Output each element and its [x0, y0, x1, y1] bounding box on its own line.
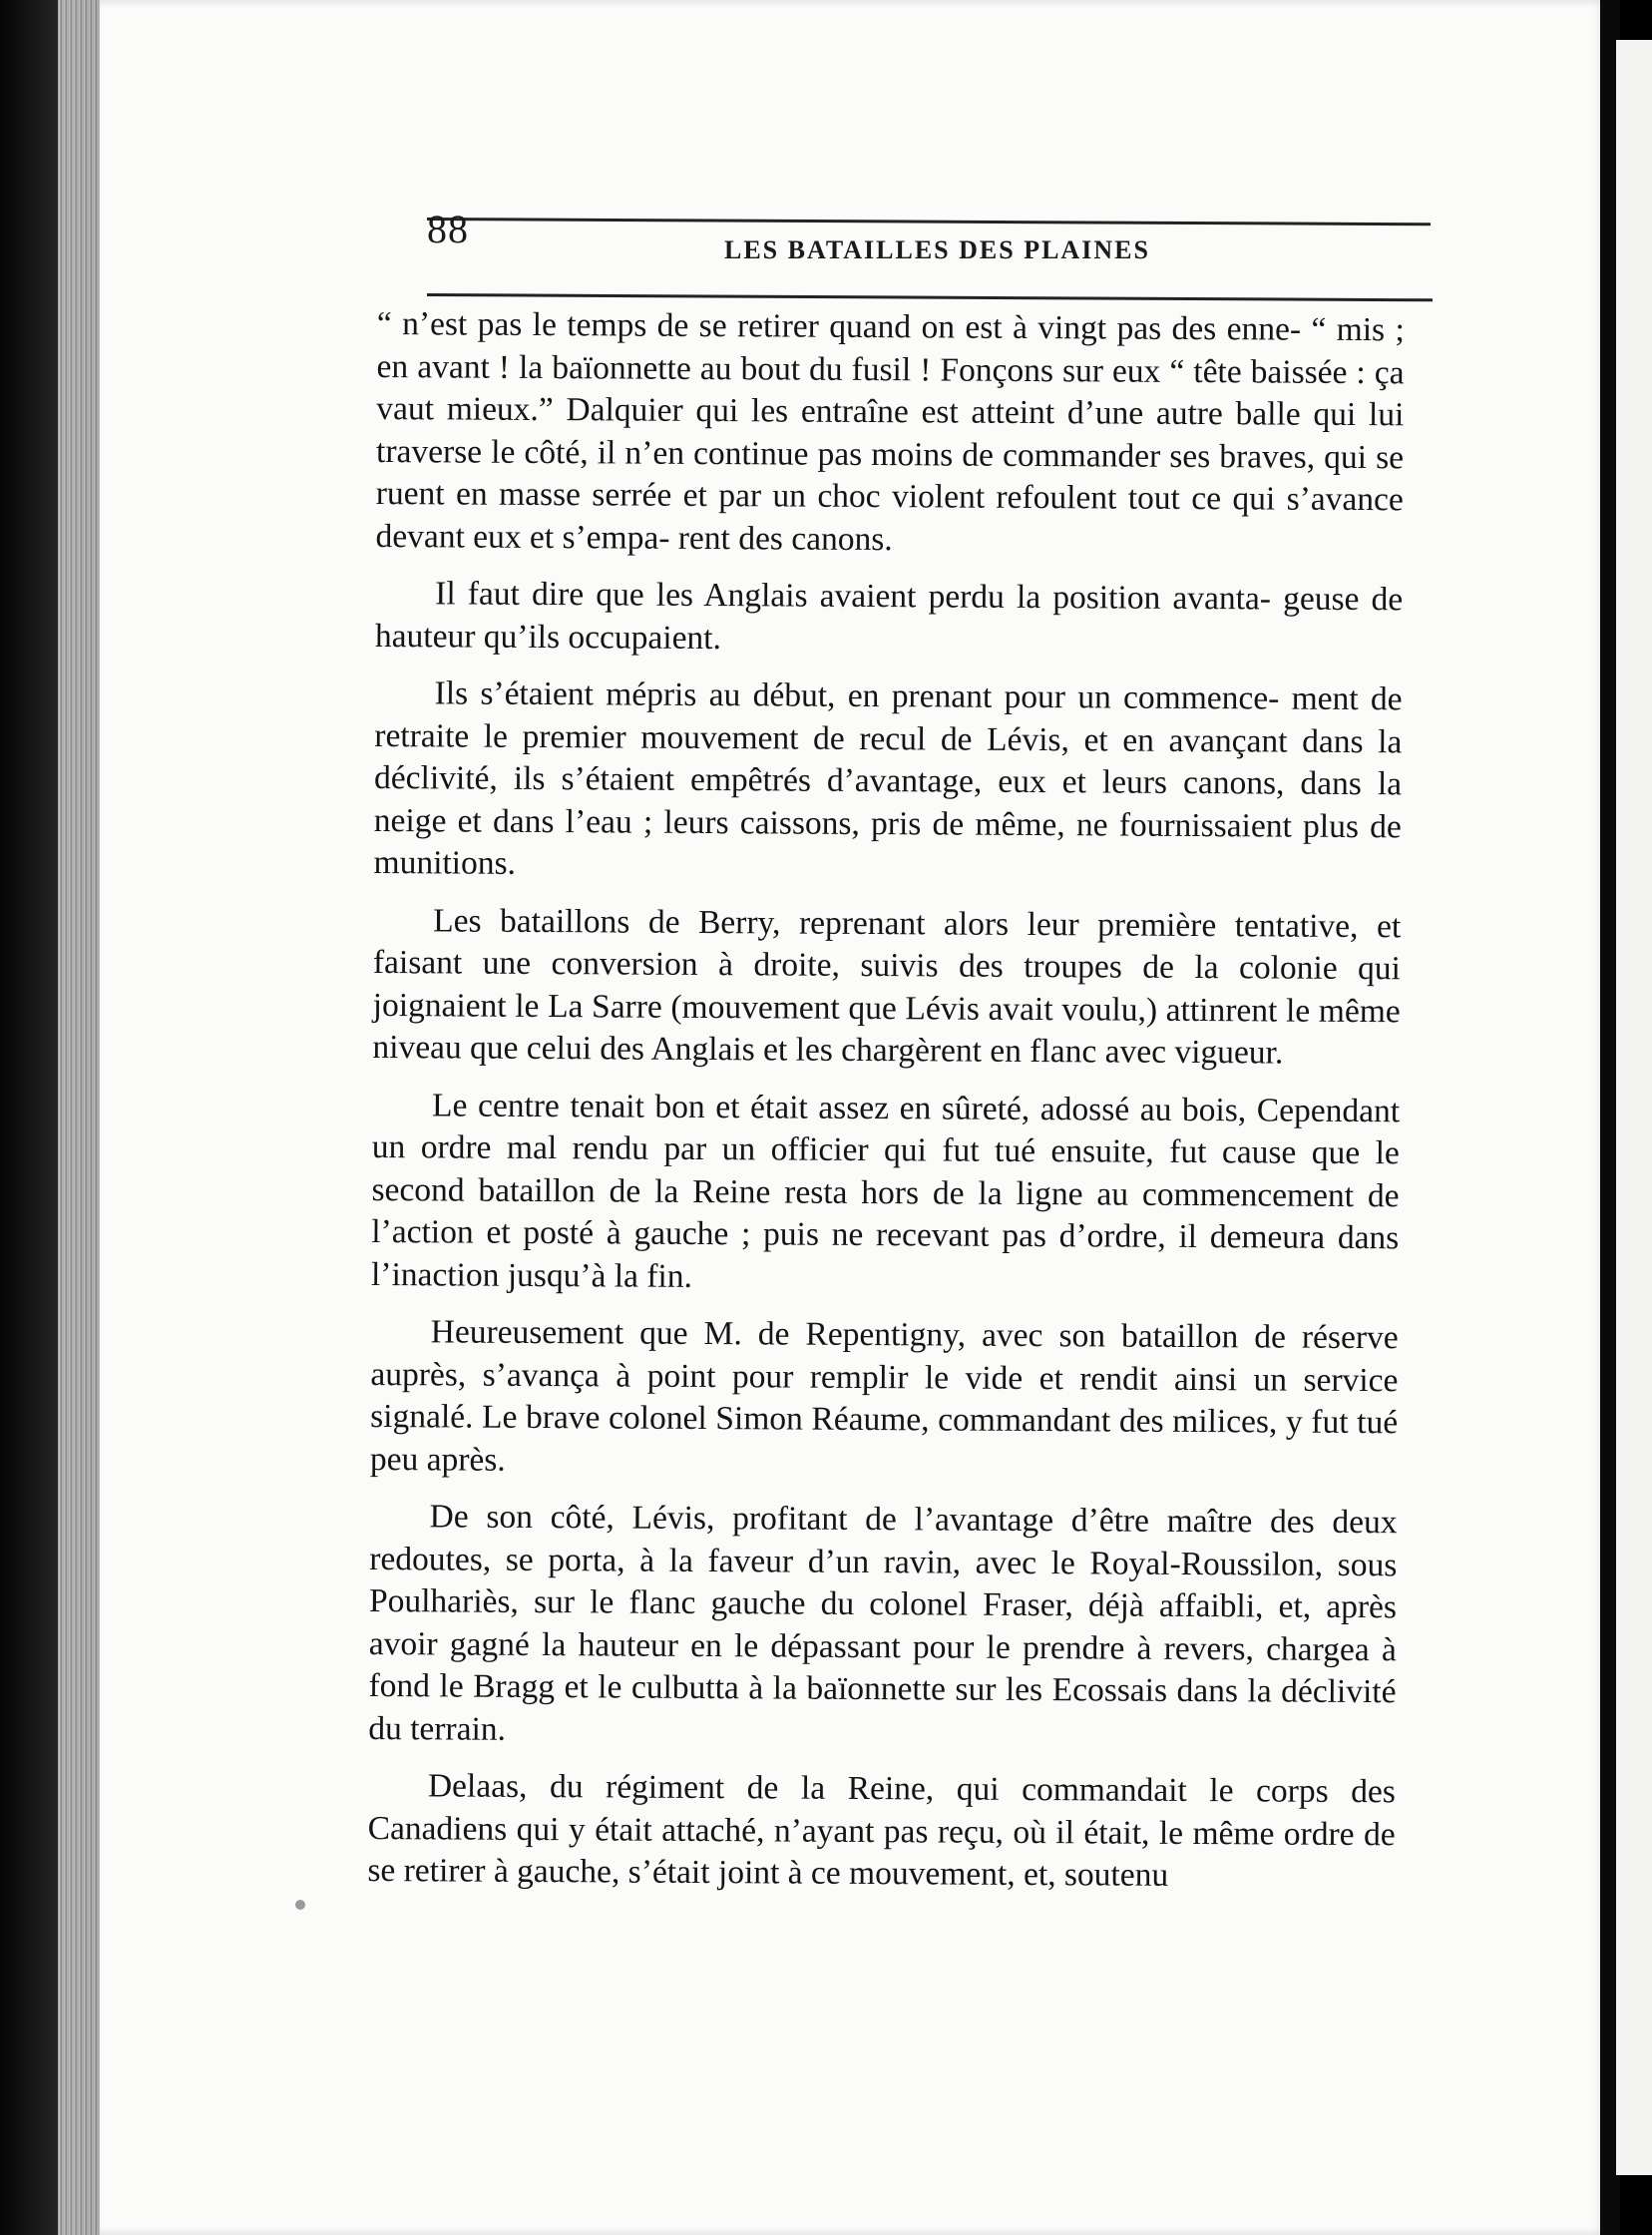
paragraph: De son côté, Lévis, profitant de l’avantage d’être maître des deux redoutes, se porta, à la faveur d’un ravin, avec le Royal-Roussilon, sous Poulhariès, sur le flanc gauche du colonel Fraser, déjà affaibli, et, après avoir gagné la hauteur en le dépassant pour le prendre à revers, chargea à fond le Bragg et le culbutta à la baïonnette sur les Ecossais dans la déclivité du terrain. — [368, 1498, 1398, 1748]
running-title: LES BATAILLES DES PLAINES — [724, 235, 1150, 264]
paragraph: Le centre tenait bon et était assez en sûreté, adossé au bois, Cependant un ordre mal rendu par un officier qui fut tué ensuite, fut cause que le second bataillon de la Reine resta hors de la ligne au commencement de l’action et posté à gauche ; puis ne recevant pas d’ordre, il demeura dans l’inaction jusqu’à la fin. — [370, 1086, 1401, 1295]
paragraph: Delaas, du régiment de la Reine, qui commandait le corps des Canadiens qui y était attaché, n’ayant pas reçu, où il était, le même ordre de se retirer à gauche, s’était joint à ce mouvement, et, soutenu — [367, 1767, 1397, 1894]
header-rule-top — [427, 218, 1431, 225]
body-text — [367, 303, 1405, 1914]
paragraph: Il faut dire que les Anglais avaient perdu la position avanta- geuse de hauteur qu’ils occupaient. — [374, 575, 1404, 657]
scan-speck — [295, 1900, 305, 1910]
page-header — [427, 186, 1433, 295]
facing-page-edge — [1616, 40, 1652, 2175]
page-number: 88 — [427, 207, 469, 251]
paragraph: “ n’est pas le temps de se retirer quand on est à vingt pas des enne- “ mis ; en avant ! la baïonnette au bout du fusil ! Fonçons sur eux “ tête baissée : ça vaut mieux.” Dalquier qui les entraîne est atteint d’une autre balle qui lui traverse le côté, il n’en continue pas moins de commander ses braves, qui se ruent en masse serrée et par un choc violent refoulent tout ce qui s’avance devant eux et s’empa- rent des canons. — [375, 304, 1405, 558]
paragraph: Les bataillons de Berry, reprenant alors leur première tentative, et faisant une conversion à droite, suivis des troupes de la colonie qui joignaient le La Sarre (mouvement que Lévis avait voulu,) attinrent le même niveau que celui des Anglais et les chargèrent en flanc avec vigueur. — [372, 901, 1402, 1072]
paragraph: Heureusement que M. de Repentigny, avec son bataillon de réserve auprès, s’avança à point pour remplir le vide et rendit ainsi un service signalé. Le brave colonel Simon Réaume, commandant des milices, y fut tué peu après. — [369, 1313, 1399, 1479]
page-edges — [58, 0, 102, 2235]
paragraph: Ils s’étaient mépris au début, en prenant pour un commence- ment de retraite le premier mouvement de recul de Lévis, et en avançant dans la déclivité, ils s’étaient empêtrés d’avantage, eux et leurs canons, dans la neige et dans l’eau ; leurs caissons, pris de même, ne fournissaient plus de munitions. — [373, 674, 1403, 882]
